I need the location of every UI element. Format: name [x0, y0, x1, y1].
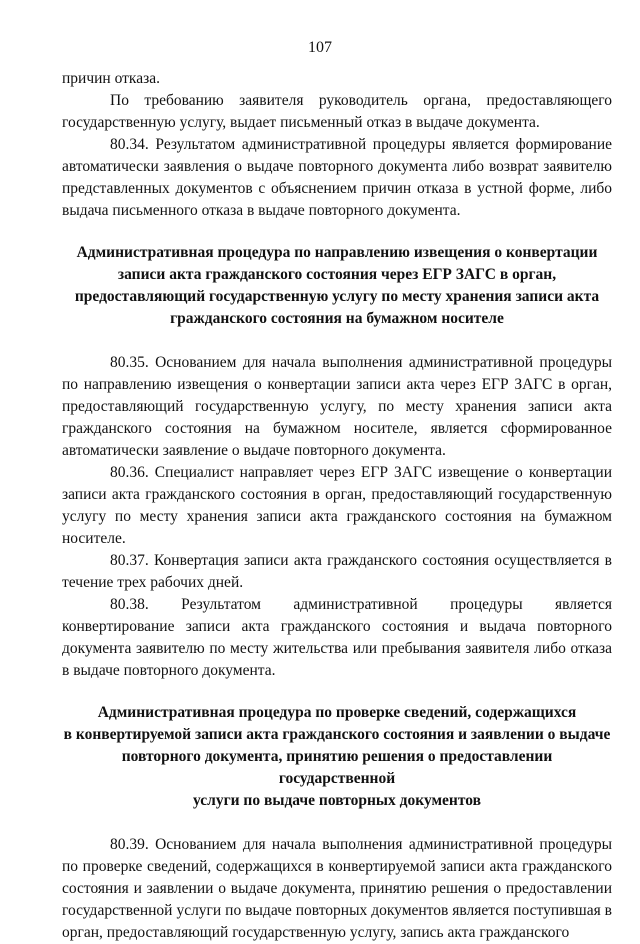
- heading-line: в конвертируемой записи акта гражданского состояния и заявлении о выдаче: [63, 726, 611, 743]
- document-body: [62, 68, 612, 944]
- heading-line: повторного документа, принятию решения о предоставлении государственной: [121, 748, 553, 787]
- heading-line: записи акта гражданского состояния через ЕГР ЗАГС в орган,: [117, 266, 557, 283]
- paragraph-80-36: 80.36. Специалист направляет через ЕГР ЗАГС извещение о конвертации записи акта гражданского состояния в орган, предоставляющий государственную услугу по месту хранения записи акта гражданского состояния на бумажном носителе.: [62, 464, 612, 547]
- section-heading-verification: [62, 702, 612, 812]
- heading-line: предоставляющий государственную услугу по месту хранения записи акта: [74, 288, 600, 305]
- paragraph: По требованию заявителя руководитель органа, предоставляющего государственную услугу, выдает письменный отказ в выдаче документа.: [62, 92, 612, 131]
- heading-line: услуги по выдаче повторных документов: [192, 792, 481, 809]
- heading-line: Административная процедура по проверке сведений, содержащихся: [97, 704, 577, 721]
- heading-line: гражданского состояния на бумажном носителе: [170, 310, 504, 327]
- heading-line: Административная процедура по направлению извещения о конвертации: [76, 244, 598, 261]
- paragraph: причин отказа.: [62, 70, 160, 87]
- section-heading-notification-conversion: [62, 242, 612, 330]
- paragraph-80-35: 80.35. Основанием для начала выполнения административной процедуры по направлению извещения о конвертации записи акта через ЕГР ЗАГС в орган, предоставляющий государственную услугу, по месту хранения записи акта гражданского состояния на бумажном носителе, является сформированное автоматически заявление о выдаче повторного документа.: [62, 354, 612, 459]
- paragraph-80-38: 80.38. Результатом административной процедуры является конвертирование записи акта гражданского состояния и выдача повторного документа заявителю по месту жительства или пребывания заявителя либо отказа в выдаче повторного документа.: [62, 596, 612, 679]
- page-number: 107: [308, 39, 332, 56]
- paragraph-80-39: 80.39. Основанием для начала выполнения административной процедуры по проверке сведений, содержащихся в конвертируемой записи акта гражданского состояния и заявлении о выдаче документа, принятию решения о предоставлении государственной услуги по выдаче повторных документов является поступившая в орган, предоставляющий государственную услугу, запись акта гражданского: [62, 836, 612, 941]
- paragraph-80-37: 80.37. Конвертация записи акта гражданского состояния осуществляется в течение трех рабочих дней.: [62, 552, 612, 591]
- paragraph-80-34: 80.34. Результатом административной процедуры является формирование автоматически заявления о выдаче повторного документа либо возврат заявителю представленных документов с объяснением причин отказа в устной форме, либо выдача письменного отказа в выдаче повторного документа.: [62, 136, 612, 219]
